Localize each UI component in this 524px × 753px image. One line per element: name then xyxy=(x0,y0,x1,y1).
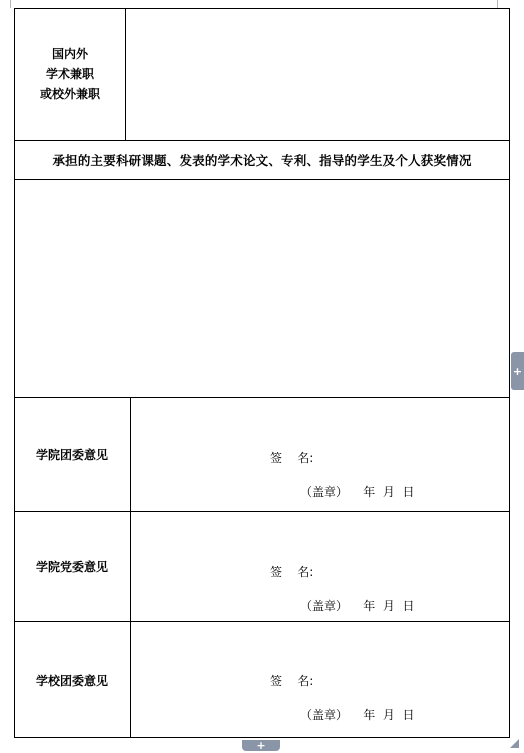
university-league-opinion-label: 学校团委意见 xyxy=(35,673,108,688)
signature-line: 签 名: xyxy=(270,565,314,579)
label-line: 国内外 xyxy=(51,47,88,61)
signature-line: 签 名: xyxy=(270,674,314,688)
part-time-positions-label xyxy=(14,8,126,140)
add-column-button[interactable] xyxy=(511,352,524,390)
add-row-button[interactable] xyxy=(242,740,280,751)
plus-icon: + xyxy=(512,364,523,378)
label-line: 或校外兼职 xyxy=(39,87,100,101)
label-line: 学术兼职 xyxy=(45,67,94,81)
seal-date-line: （盖章） 年 月 日 xyxy=(300,599,415,613)
page-corner-mark-right xyxy=(497,0,498,8)
resize-grip-icon[interactable] xyxy=(510,739,519,748)
part-time-positions-field[interactable] xyxy=(126,9,509,140)
page-corner-mark-left xyxy=(10,0,11,8)
seal-date-line: （盖章） 年 月 日 xyxy=(300,485,415,499)
achievements-title: 承担的主要科研课题、发表的学术论文、专利、指导的学生及个人获奖情况 xyxy=(52,153,472,168)
achievements-field[interactable] xyxy=(15,180,509,397)
college-party-opinion-label: 学院党委意见 xyxy=(35,560,108,574)
plus-icon: + xyxy=(256,739,266,752)
college-league-opinion-label: 学院团委意见 xyxy=(35,448,108,462)
seal-date-line: （盖章） 年 月 日 xyxy=(300,708,415,722)
signature-line: 签 名: xyxy=(270,451,314,465)
